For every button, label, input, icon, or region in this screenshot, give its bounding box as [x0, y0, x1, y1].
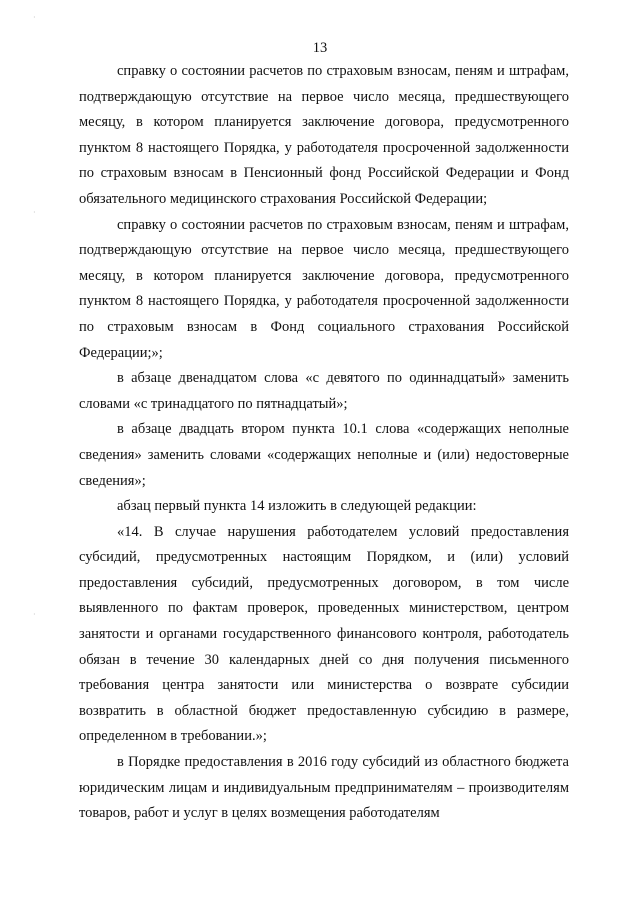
margin-dot: ·: [33, 610, 36, 619]
paragraph-twelfth-subparagraph: в абзаце двенадцатом слова «с девятого по одиннадцатый» заменить словами «с тринадцатого по пятнадцатый»;: [79, 370, 569, 412]
paragraph-social-insurance-certificate: справку о состоянии расчетов по страховым взносам, пеням и штрафам, подтверждающую отсутствие на первое число месяца, предшествующего месяцу, в котором планируется заключение договора, предусмотренного пунктом 8 настоящего Порядка, у работодателя просроченной задолженности по страховым взносам в Фонд социального страхования Российской Федерации;»;: [79, 216, 569, 361]
margin-dot: ·: [33, 13, 36, 22]
paragraph-pension-fund-certificate: справку о состоянии расчетов по страховым взносам, пеням и штрафам, подтверждающую отсутствие на первое число месяца, предшествующего месяцу, в котором планируется заключение договора, предусмотренного пунктом 8 настоящего Порядка, у работодателя просроченной задолженности по страховым взносам в Пенсионный фонд Российской Федерации и Фонд обязательного медицинского страхования Российской Федерации;: [79, 63, 569, 207]
margin-dot: ·: [33, 208, 36, 217]
paragraph-point-14-text: «14. В случае нарушения работодателем условий предоставления субсидий, предусмотренных настоящим Порядком, и (или) условий предоставления субсидий, предусмотренных договором, в том числе выявленного по фактам проверок, проведенных министерством, центром занятости и органами государственного финансового контроля, работодатель обязан в течение 30 календарных дней со дня получения письменного требования центра занятости или министерства о возврате субсидии возвратить в областной бюджет предоставленную субсидию в размере, определенном в требовании.»;: [79, 523, 569, 745]
paragraph-twenty-second-subparagraph: в абзаце двадцать втором пункта 10.1 слова «содержащих неполные сведения» заменить словами «содержащих неполные и (или) недостоверные сведения»;: [79, 421, 569, 489]
paragraph-point-14-intro: абзац первый пункта 14 изложить в следующей редакции:: [117, 498, 477, 515]
page-number: 13: [312, 40, 328, 56]
document-body: [79, 59, 569, 827]
paragraph-2016-procedure: в Порядке предоставления в 2016 году субсидий из областного бюджета юридическим лицам и индивидуальным предпринимателям – производителям товаров, работ и услуг в целях возмещения работодателям: [79, 754, 569, 822]
